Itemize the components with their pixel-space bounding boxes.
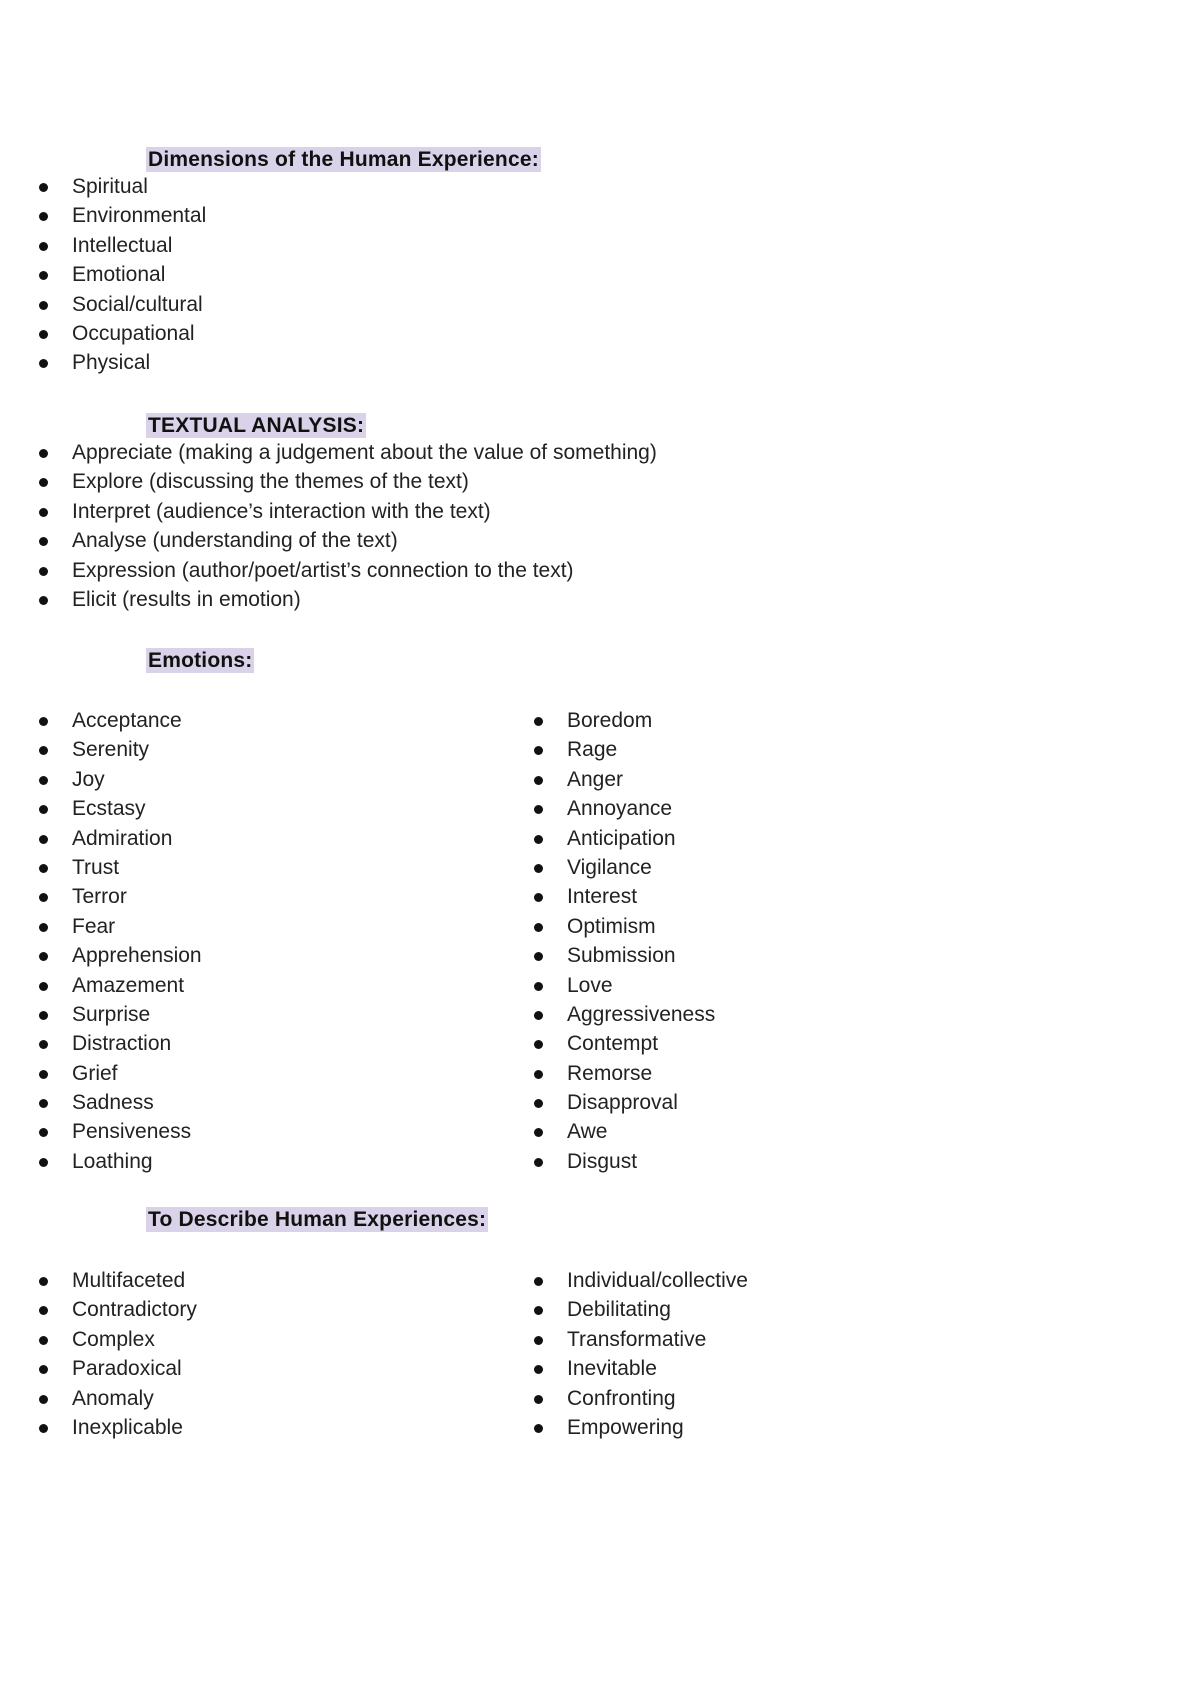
list-item: Aggressiveness (495, 1000, 715, 1029)
bullet-icon (39, 805, 48, 814)
list-item: Analyse (understanding of the text) (0, 526, 657, 555)
bullet-icon (39, 242, 48, 251)
list-item: Environmental (0, 201, 541, 230)
bullet-icon (39, 1365, 48, 1374)
list-item: Contradictory (0, 1295, 197, 1324)
list-item: Explore (discussing the themes of the text) (0, 467, 657, 496)
bullet-icon (39, 1306, 48, 1315)
list-item: Serenity (0, 735, 202, 764)
list-item: Emotional (0, 260, 541, 289)
bullet-icon (534, 1365, 543, 1374)
describe-right-list (495, 1266, 748, 1442)
emotions-section (146, 648, 254, 673)
list-item: Optimism (495, 912, 715, 941)
bullet-icon (39, 864, 48, 873)
list-item: Remorse (495, 1059, 715, 1088)
dimensions-section (72, 147, 541, 378)
textual-analysis-section (72, 413, 657, 614)
emotions-right-column (567, 706, 716, 1176)
list-item: Awe (495, 1117, 715, 1146)
bullet-icon (534, 923, 543, 932)
bullet-icon (534, 805, 543, 814)
list-item: Grief (0, 1059, 202, 1088)
list-item: Annoyance (495, 794, 715, 823)
bullet-icon (39, 1128, 48, 1137)
list-item: Paradoxical (0, 1354, 197, 1383)
bullet-icon (39, 1424, 48, 1433)
list-item: Surprise (0, 1000, 202, 1029)
emotions-heading: Emotions: (148, 649, 253, 672)
emotions-right-list (495, 706, 715, 1176)
bullet-icon (534, 1099, 543, 1108)
bullet-icon (39, 1011, 48, 1020)
list-item: Apprehension (0, 941, 202, 970)
bullet-icon (39, 183, 48, 192)
bullet-icon (39, 330, 48, 339)
bullet-icon (534, 1395, 543, 1404)
bullet-icon (39, 271, 48, 280)
list-item: Social/cultural (0, 290, 541, 319)
bullet-icon (39, 567, 48, 576)
bullet-icon (39, 1040, 48, 1049)
list-item: Expression (author/poet/artist’s connection to the text) (0, 556, 657, 585)
bullet-icon (39, 508, 48, 517)
list-item: Distraction (0, 1029, 202, 1058)
list-item: Vigilance (495, 853, 715, 882)
list-item: Love (495, 971, 715, 1000)
bullet-icon (39, 1158, 48, 1167)
list-item: Interpret (audience’s interaction with the text) (0, 497, 657, 526)
list-item: Complex (0, 1325, 197, 1354)
bullet-icon (534, 1128, 543, 1137)
list-item: Elicit (results in emotion) (0, 585, 657, 614)
list-item: Ecstasy (0, 794, 202, 823)
bullet-icon (534, 1424, 543, 1433)
bullet-icon (39, 1099, 48, 1108)
bullet-icon (534, 893, 543, 902)
list-item: Pensiveness (0, 1117, 202, 1146)
bullet-icon (39, 537, 48, 546)
describe-left-list (0, 1266, 197, 1442)
list-item: Trust (0, 853, 202, 882)
list-item: Submission (495, 941, 715, 970)
dimensions-list (0, 172, 541, 378)
list-item: Inevitable (495, 1354, 748, 1383)
list-item: Sadness (0, 1088, 202, 1117)
list-item: Anger (495, 765, 715, 794)
bullet-icon (39, 212, 48, 221)
bullet-icon (39, 1336, 48, 1345)
bullet-icon (534, 1158, 543, 1167)
list-item: Interest (495, 882, 715, 911)
list-item: Individual/collective (495, 1266, 748, 1295)
list-item: Joy (0, 765, 202, 794)
bullet-icon (534, 1306, 543, 1315)
list-item: Rage (495, 735, 715, 764)
bullet-icon (39, 449, 48, 458)
list-item: Acceptance (0, 706, 202, 735)
textual-analysis-list (0, 438, 657, 614)
bullet-icon (39, 478, 48, 487)
list-item: Occupational (0, 319, 541, 348)
list-item: Anticipation (495, 824, 715, 853)
bullet-icon (534, 1336, 543, 1345)
bullet-icon (39, 596, 48, 605)
list-item: Boredom (495, 706, 715, 735)
bullet-icon (39, 1070, 48, 1079)
list-item: Empowering (495, 1413, 748, 1442)
bullet-icon (39, 952, 48, 961)
list-item: Loathing (0, 1147, 202, 1176)
list-item: Inexplicable (0, 1413, 197, 1442)
bullet-icon (534, 982, 543, 991)
bullet-icon (534, 1040, 543, 1049)
list-item: Confronting (495, 1384, 748, 1413)
dimensions-heading: Dimensions of the Human Experience: (148, 148, 539, 171)
list-item: Physical (0, 348, 541, 377)
describe-right-column (567, 1266, 748, 1442)
textual-analysis-heading: TEXTUAL ANALYSIS: (148, 414, 365, 437)
describe-heading: To Describe Human Experiences: (148, 1208, 487, 1231)
list-item: Terror (0, 882, 202, 911)
list-item: Debilitating (495, 1295, 748, 1324)
bullet-icon (39, 717, 48, 726)
bullet-icon (534, 746, 543, 755)
bullet-icon (534, 1070, 543, 1079)
emotions-left-list (0, 706, 202, 1176)
list-item: Disapproval (495, 1088, 715, 1117)
bullet-icon (39, 835, 48, 844)
bullet-icon (39, 893, 48, 902)
bullet-icon (534, 835, 543, 844)
bullet-icon (534, 776, 543, 785)
list-item: Fear (0, 912, 202, 941)
bullet-icon (534, 952, 543, 961)
bullet-icon (39, 746, 48, 755)
list-item: Multifaceted (0, 1266, 197, 1295)
list-item: Appreciate (making a judgement about the value of something) (0, 438, 657, 467)
bullet-icon (39, 359, 48, 368)
list-item: Contempt (495, 1029, 715, 1058)
bullet-icon (534, 717, 543, 726)
bullet-icon (39, 1277, 48, 1286)
bullet-icon (39, 982, 48, 991)
describe-left-column (72, 1266, 197, 1442)
list-item: Admiration (0, 824, 202, 853)
bullet-icon (39, 301, 48, 310)
bullet-icon (39, 923, 48, 932)
emotions-left-column (72, 706, 202, 1176)
bullet-icon (534, 864, 543, 873)
list-item: Anomaly (0, 1384, 197, 1413)
describe-section (146, 1207, 488, 1232)
bullet-icon (39, 776, 48, 785)
bullet-icon (534, 1011, 543, 1020)
list-item: Disgust (495, 1147, 715, 1176)
list-item: Spiritual (0, 172, 541, 201)
list-item: Amazement (0, 971, 202, 1000)
list-item: Intellectual (0, 231, 541, 260)
bullet-icon (534, 1277, 543, 1286)
list-item: Transformative (495, 1325, 748, 1354)
bullet-icon (39, 1395, 48, 1404)
